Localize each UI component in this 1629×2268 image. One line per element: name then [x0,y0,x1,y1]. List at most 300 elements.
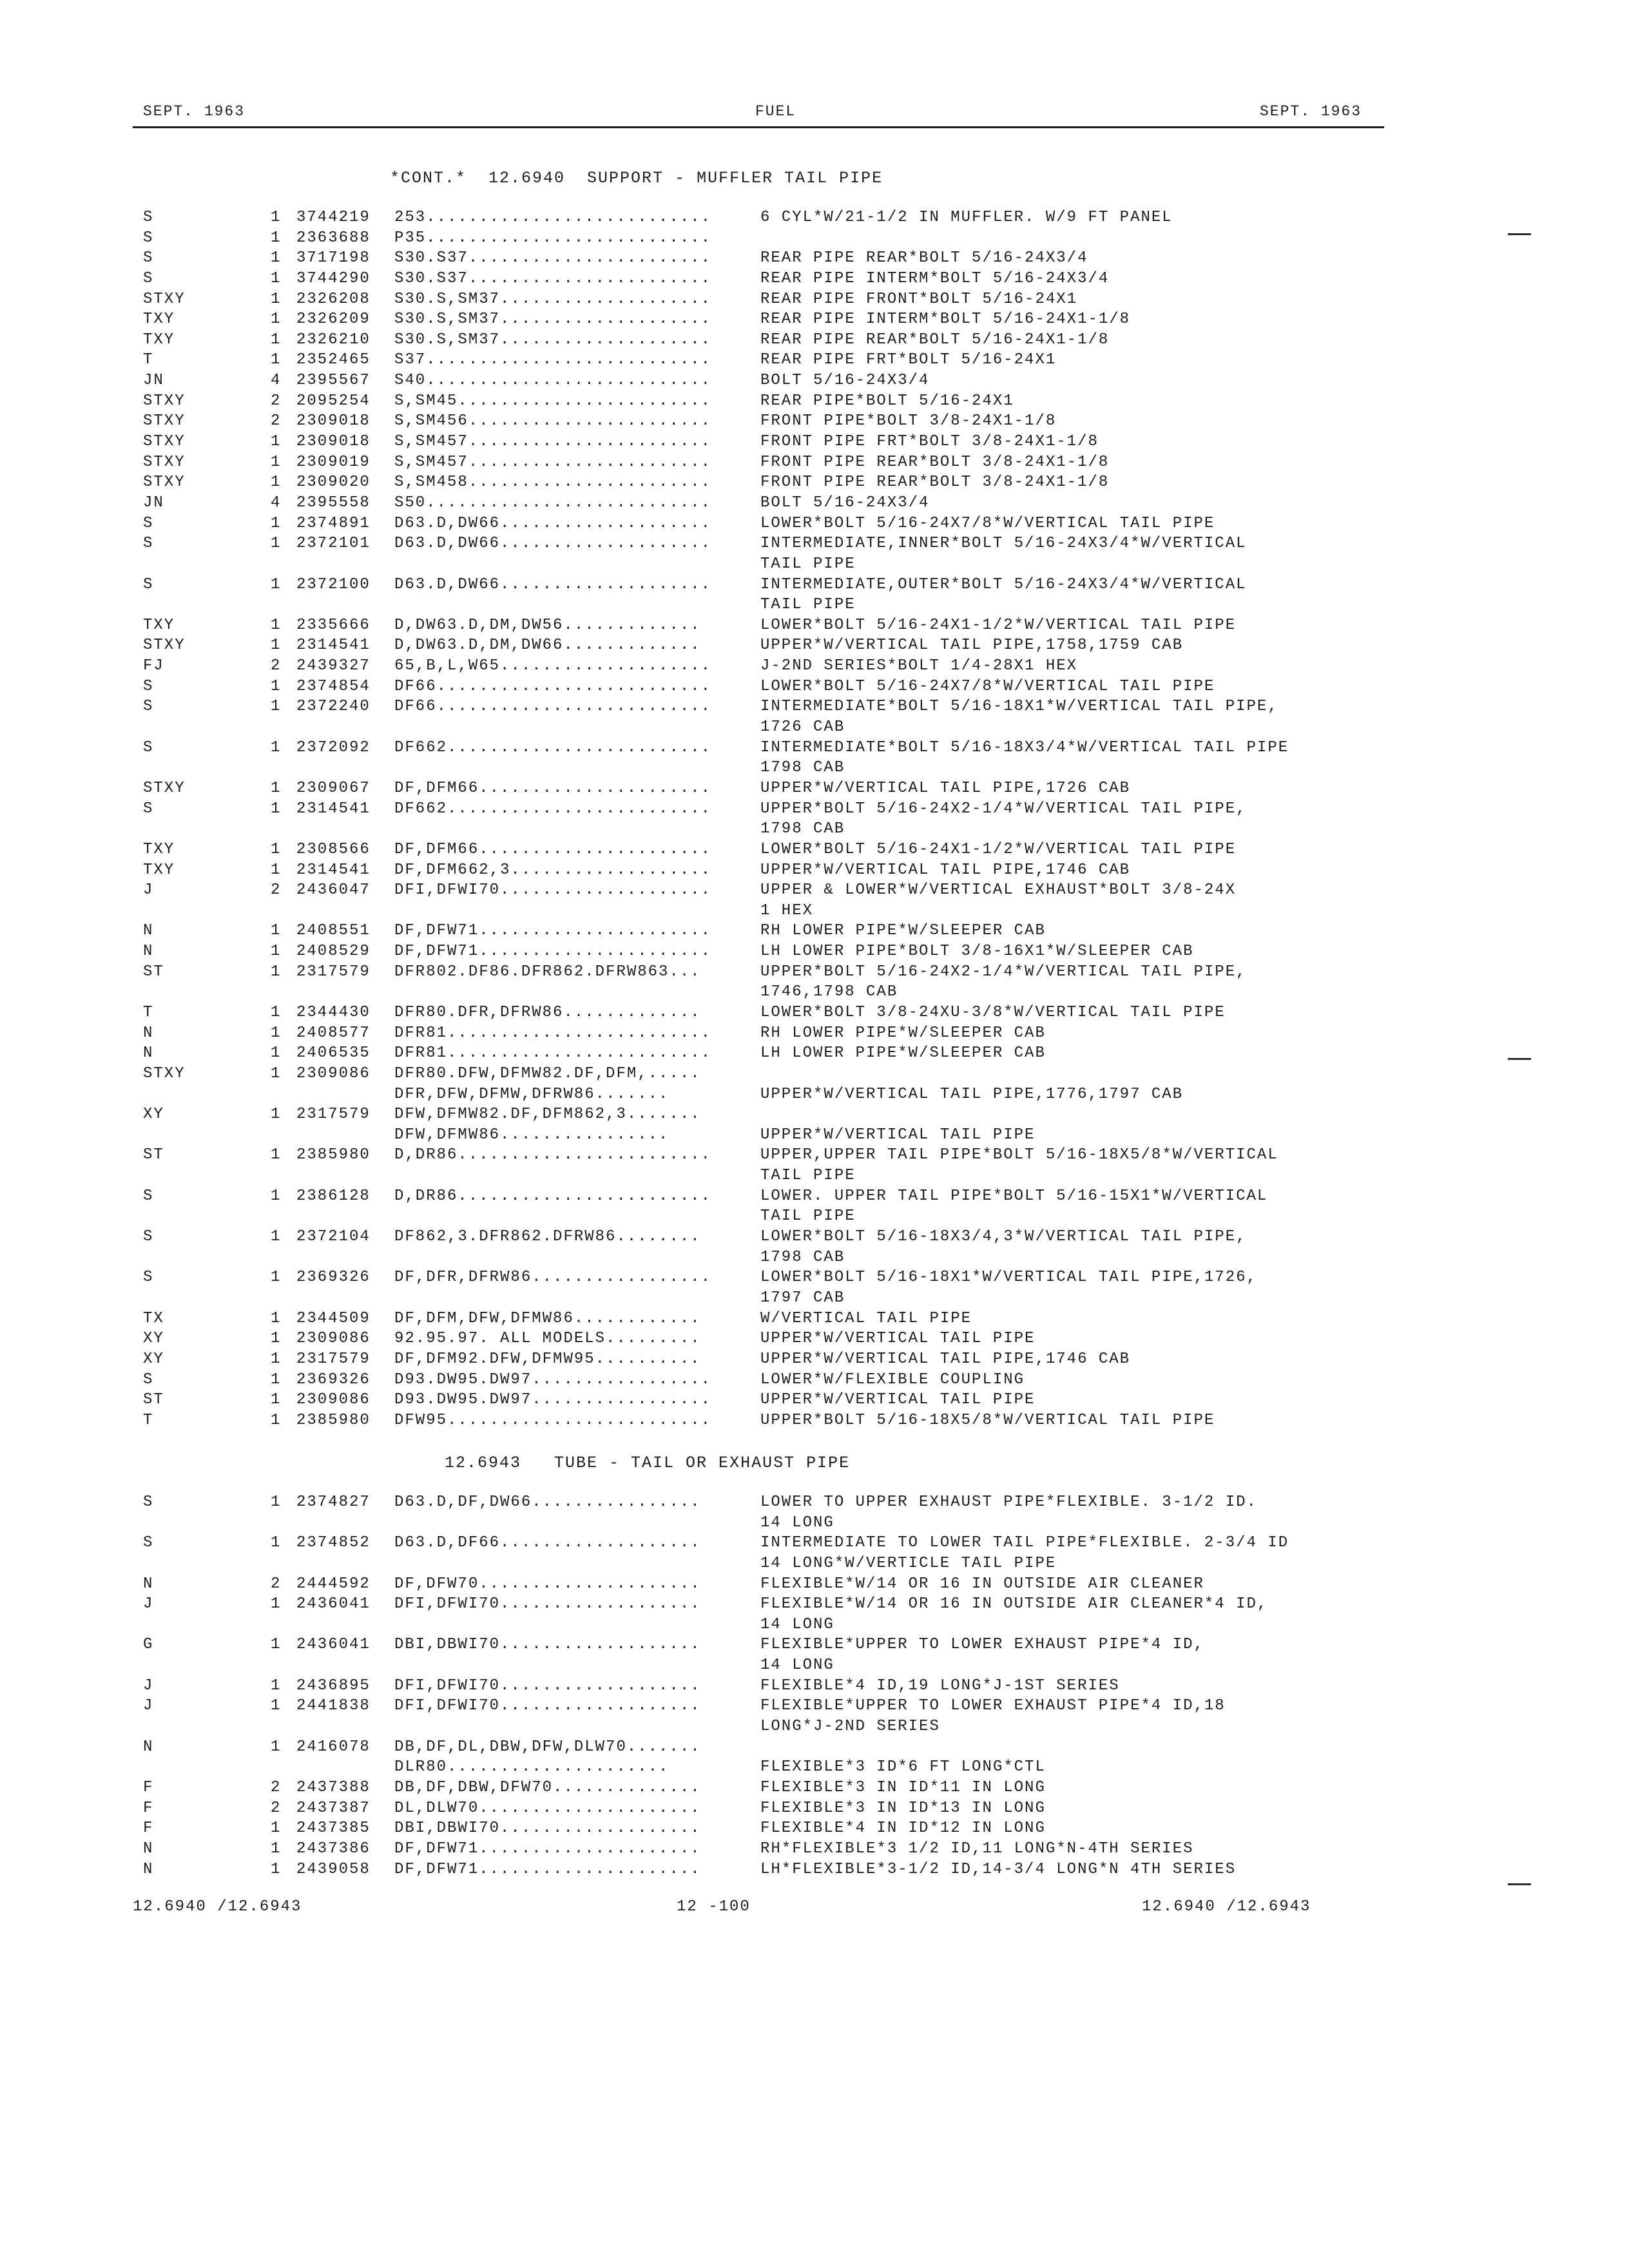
row-part-number: 2374852 [296,1534,371,1552]
row-quantity: 1 [271,1738,282,1756]
parts-row [0,1206,1629,1227]
row-part-number: 2369326 [296,1269,371,1287]
row-description: FRONT PIPE*BOLT 3/8-24X1-1/8 [760,412,1057,430]
row-description: FLEXIBLE*3 ID*6 FT LONG*CTL [760,1758,1046,1776]
row-quantity: 1 [271,514,282,532]
parts-row [0,514,1629,534]
parts-table-support-muffler [0,207,1629,1430]
section-title-tube-tail-pipe: 12.6943 TUBE - TAIL OR EXHAUST PIPE [445,1454,851,1472]
row-models: DFW,DFMW86................ [394,1126,670,1144]
row-description: BOLT 5/16-24X3/4 [760,494,930,512]
row-part-number: 2095254 [296,392,371,410]
row-models: 92.95.97. ALL MODELS......... [394,1330,701,1348]
row-part-number: 2369326 [296,1370,371,1389]
row-description: FLEXIBLE*3 IN ID*11 IN LONG [760,1778,1046,1796]
parts-row [0,615,1629,636]
row-models: S30.S37....................... [394,269,712,287]
parts-row [0,1778,1629,1798]
row-models: DF66.......................... [394,698,712,716]
row-part-number: 2436041 [296,1595,371,1613]
parts-row [0,228,1629,249]
row-code: STXY [143,412,186,430]
row-description: 1798 CAB [760,759,845,777]
parts-row [0,778,1629,799]
row-quantity: 1 [271,1064,282,1082]
row-description: LOWER*BOLT 5/16-24X7/8*W/VERTICAL TAIL PIPE [760,514,1215,532]
parts-row [0,1186,1629,1207]
row-part-number: 2326209 [296,311,371,329]
row-models: DFW95......................... [394,1411,712,1429]
parts-row [0,554,1629,575]
row-quantity: 1 [271,943,282,961]
row-models: D,DW63.D,DM,DW56............. [394,616,701,634]
parts-row [0,1798,1629,1819]
row-models: DF,DFW71...................... [394,943,712,961]
section-title-support-muffler: *CONT.* 12.6940 SUPPORT - MUFFLER TAIL PIPE [390,169,883,187]
row-part-number: 2314541 [296,637,371,655]
parts-row [0,1737,1629,1758]
row-quantity: 1 [271,474,282,492]
parts-row [0,1390,1629,1410]
row-code: N [143,943,154,961]
row-part-number: 2406535 [296,1044,371,1062]
row-code: S [143,800,154,818]
row-description: UPPER*W/VERTICAL TAIL PIPE,1746 CAB [760,1350,1131,1368]
row-description: J-2ND SERIES*BOLT 1/4-28X1 HEX [760,657,1078,675]
row-quantity: 1 [271,209,282,226]
row-quantity: 1 [271,1677,282,1695]
row-description: UPPER*W/VERTICAL TAIL PIPE [760,1391,1036,1409]
row-models: DF662......................... [394,800,712,818]
row-description: REAR PIPE FRT*BOLT 5/16-24X1 [760,351,1057,369]
row-description: TAIL PIPE [760,1167,856,1185]
row-description: FLEXIBLE*W/14 OR 16 IN OUTSIDE AIR CLEANER*4 ID, [760,1595,1268,1613]
row-quantity: 1 [271,1820,282,1838]
row-code: S [143,1370,154,1389]
parts-row [0,1553,1629,1574]
row-code: T [143,1411,154,1429]
row-quantity: 1 [271,1697,282,1715]
parts-row [0,1003,1629,1023]
row-part-number: 3744290 [296,269,371,287]
row-code: N [143,1860,154,1878]
row-code: F [143,1799,154,1817]
parts-row [0,370,1629,391]
row-models: S37........................... [394,351,712,369]
row-models: DFW,DFMW82.DF,DFM862,3....... [394,1106,701,1124]
row-description: REAR PIPE INTERM*BOLT 5/16-24X1-1/8 [760,311,1131,329]
row-code: S [143,269,154,287]
row-part-number: 2326208 [296,290,371,308]
row-description: 14 LONG [760,1657,834,1675]
margin-mark [1508,1883,1531,1885]
parts-row [0,1084,1629,1105]
row-models: DF,DFW71..................... [394,1860,701,1878]
row-description: 14 LONG*W/VERTICLE TAIL PIPE [760,1554,1057,1572]
parts-row [0,1574,1629,1595]
row-description: LH*FLEXIBLE*3-1/2 ID,14-3/4 LONG*N 4TH SERIES [760,1860,1237,1878]
row-models: DFR802.DF86.DFR862.DFRW863... [394,963,701,981]
parts-row [0,635,1629,656]
row-description: REAR PIPE REAR*BOLT 5/16-24X1-1/8 [760,331,1110,349]
row-quantity: 1 [271,249,282,267]
parts-row [0,962,1629,983]
row-models: S,SM456....................... [394,412,712,430]
row-code: S [143,677,154,695]
header-rule [133,126,1384,128]
row-description: FRONT PIPE FRT*BOLT 3/8-24X1-1/8 [760,433,1099,451]
row-quantity: 1 [271,637,282,655]
parts-row [0,575,1629,595]
row-description: INTERMEDIATE*BOLT 5/16-18X3/4*W/VERTICAL TAIL PIPE [760,738,1289,756]
row-models: S40........................... [394,372,712,390]
row-quantity: 1 [271,575,282,593]
row-part-number: 2352465 [296,351,371,369]
row-description: REAR PIPE INTERM*BOLT 5/16-24X3/4 [760,269,1110,287]
row-models: DL,DLW70..................... [394,1799,701,1817]
row-code: STXY [143,453,186,471]
parts-row [0,1064,1629,1084]
row-code: N [143,1575,154,1593]
parts-row [0,350,1629,370]
row-quantity: 1 [271,1350,282,1368]
row-code: J [143,1697,154,1715]
row-code: JN [143,372,164,390]
row-models: S50........................... [394,494,712,512]
row-description: UPPER*W/VERTICAL TAIL PIPE,1746 CAB [760,861,1131,879]
row-part-number: 2363688 [296,229,371,247]
row-description: FLEXIBLE*W/14 OR 16 IN OUTSIDE AIR CLEANER [760,1575,1204,1593]
row-part-number: 2317579 [296,963,371,981]
row-description: LOWER*BOLT 3/8-24XU-3/8*W/VERTICAL TAIL PIPE [760,1003,1226,1021]
row-models: D63.D,DW66.................... [394,575,712,593]
row-description: LOWER TO UPPER EXHAUST PIPE*FLEXIBLE. 3-1/2 ID. [760,1494,1257,1511]
row-description: LOWER*BOLT 5/16-24X7/8*W/VERTICAL TAIL PIPE [760,677,1215,695]
row-part-number: 2308566 [296,840,371,858]
row-part-number: 2437385 [296,1820,371,1838]
row-part-number: 2441838 [296,1697,371,1715]
parts-row [0,921,1629,941]
row-description: REAR PIPE REAR*BOLT 5/16-24X3/4 [760,249,1088,267]
row-code: S [143,1494,154,1511]
row-description: INTERMEDIATE TO LOWER TAIL PIPE*FLEXIBLE. 2-3/4 ID [760,1534,1289,1552]
header-section-title: FUEL [755,103,796,120]
row-part-number: 2372100 [296,575,371,593]
row-part-number: 2395558 [296,494,371,512]
row-part-number: 2408529 [296,943,371,961]
row-quantity: 1 [271,1044,282,1062]
parts-row [0,901,1629,921]
parts-row [0,289,1629,310]
row-quantity: 1 [271,1003,282,1021]
row-code: N [143,1024,154,1042]
row-part-number: 2439058 [296,1860,371,1878]
margin-mark [1508,233,1531,235]
row-part-number: 2374854 [296,677,371,695]
row-part-number: 2372104 [296,1228,371,1246]
row-models: DF,DFM66...................... [394,840,712,858]
parts-row [0,452,1629,473]
row-part-number: 3717198 [296,249,371,267]
row-quantity: 1 [271,535,282,553]
row-models: S30.S,SM37.................... [394,331,712,349]
footer-ref-right: 12.6940 /12.6943 [1142,1898,1311,1916]
row-code: STXY [143,474,186,492]
row-models: S30.S37....................... [394,249,712,267]
row-models: S30.S,SM37.................... [394,311,712,329]
parts-row [0,1860,1629,1880]
row-quantity: 2 [271,412,282,430]
row-models: S30.S,SM37.................... [394,290,712,308]
row-description: UPPER*W/VERTICAL TAIL PIPE [760,1330,1036,1348]
parts-row [0,758,1629,778]
row-code: TXY [143,311,175,329]
parts-row [0,248,1629,269]
row-description: 1 HEX [760,901,814,919]
parts-row [0,432,1629,452]
row-part-number: 2344430 [296,1003,371,1021]
parts-row [0,819,1629,840]
row-description: RH LOWER PIPE*W/SLEEPER CAB [760,922,1046,940]
row-quantity: 1 [271,1411,282,1429]
parts-row [0,1166,1629,1186]
parts-row [0,738,1629,758]
row-description: BOLT 5/16-24X3/4 [760,372,930,390]
header-date-right: SEPT. 1963 [1260,103,1362,120]
row-part-number: 2309019 [296,453,371,471]
row-description: 6 CYL*W/21-1/2 IN MUFFLER. W/9 FT PANEL [760,209,1173,226]
row-quantity: 2 [271,1799,282,1817]
row-quantity: 1 [271,963,282,981]
row-code: S [143,229,154,247]
row-part-number: 2408577 [296,1024,371,1042]
row-code: S [143,1269,154,1287]
row-models: S,SM457....................... [394,433,712,451]
row-code: N [143,1840,154,1858]
row-description: RH*FLEXIBLE*3 1/2 ID,11 LONG*N-4TH SERIES [760,1840,1194,1858]
row-models: DF,DFM66...................... [394,779,712,797]
row-description: LH LOWER PIPE*W/SLEEPER CAB [760,1044,1046,1062]
row-quantity: 1 [271,922,282,940]
row-models: DF,DFM92.DFW,DFMW95.......... [394,1350,701,1368]
row-description: 14 LONG [760,1615,834,1633]
parts-row [0,677,1629,697]
row-quantity: 1 [271,1106,282,1124]
row-quantity: 1 [271,861,282,879]
row-code: S [143,1228,154,1246]
row-code: TXY [143,616,175,634]
row-models: S,SM457....................... [394,453,712,471]
row-part-number: 2436047 [296,881,371,899]
parts-row [0,1635,1629,1655]
row-code: T [143,351,154,369]
row-part-number: 2374827 [296,1494,371,1511]
row-description: RH LOWER PIPE*W/SLEEPER CAB [760,1024,1046,1042]
row-code: N [143,922,154,940]
row-part-number: 2309067 [296,779,371,797]
row-code: ST [143,1146,164,1164]
row-part-number: 2408551 [296,922,371,940]
row-code: T [143,1003,154,1021]
footer-ref-left: 12.6940 /12.6943 [133,1898,302,1916]
row-quantity: 1 [271,1494,282,1511]
row-quantity: 1 [271,1840,282,1858]
parts-row [0,1125,1629,1146]
row-code: J [143,1595,154,1613]
row-part-number: 2437386 [296,1840,371,1858]
row-models: D,DR86........................ [394,1146,712,1164]
row-description: FLEXIBLE*UPPER TO LOWER EXHAUST PIPE*4 ID, [760,1636,1204,1654]
row-description: TAIL PIPE [760,1207,856,1225]
row-models: DF,DFR,DFRW86................. [394,1269,712,1287]
parts-row [0,1839,1629,1860]
row-code: J [143,1677,154,1695]
row-code: ST [143,1391,164,1409]
parts-row [0,1145,1629,1166]
parts-row [0,1615,1629,1635]
row-code: S [143,209,154,226]
parts-row [0,1043,1629,1064]
row-part-number: 2374891 [296,514,371,532]
row-part-number: 2436895 [296,1677,371,1695]
row-quantity: 1 [271,1860,282,1878]
parts-row [0,982,1629,1003]
row-models: DB,DF,DL,DBW,DFW,DLW70....... [394,1738,701,1756]
row-part-number: 2314541 [296,861,371,879]
parts-row [0,493,1629,514]
parts-row [0,1818,1629,1839]
row-quantity: 1 [271,1309,282,1327]
row-description: FRONT PIPE REAR*BOLT 3/8-24X1-1/8 [760,474,1110,492]
row-code: S [143,738,154,756]
parts-row [0,1696,1629,1716]
row-code: N [143,1044,154,1062]
row-quantity: 1 [271,840,282,858]
header-date-left: SEPT. 1963 [143,103,246,120]
row-description: FLEXIBLE*UPPER TO LOWER EXHAUST PIPE*4 ID,18 [760,1697,1226,1715]
row-models: 65,B,L,W65.................... [394,657,712,675]
parts-row [0,309,1629,330]
row-models: DF,DFM662,3................... [394,861,712,879]
row-quantity: 1 [271,677,282,695]
row-quantity: 1 [271,453,282,471]
row-part-number: 2309086 [296,1391,371,1409]
parts-row [0,207,1629,228]
row-quantity: 1 [271,738,282,756]
row-models: D63.D,DW66.................... [394,514,712,532]
row-models: D93.DW95.DW97................. [394,1370,712,1389]
row-description: 1746,1798 CAB [760,983,898,1001]
row-quantity: 1 [271,1636,282,1654]
row-quantity: 1 [271,1534,282,1552]
row-quantity: 1 [271,1146,282,1164]
row-code: JN [143,494,164,512]
row-description: REAR PIPE FRONT*BOLT 5/16-24X1 [760,290,1078,308]
row-part-number: 2439327 [296,657,371,675]
row-models: DFR80.DFR,DFRW86............. [394,1003,701,1021]
row-quantity: 2 [271,1575,282,1593]
row-code: S [143,249,154,267]
row-part-number: 2314541 [296,800,371,818]
row-code: FJ [143,657,164,675]
row-description: 1798 CAB [760,1248,845,1266]
parts-row [0,717,1629,738]
row-models: DF66.......................... [394,677,712,695]
row-quantity: 2 [271,392,282,410]
row-description: LH LOWER PIPE*BOLT 3/8-16X1*W/SLEEPER CAB [760,943,1194,961]
row-models: DFR81......................... [394,1044,712,1062]
parts-row [0,1227,1629,1247]
row-part-number: 2437387 [296,1799,371,1817]
row-quantity: 1 [271,779,282,797]
row-description: UPPER*BOLT 5/16-24X2-1/4*W/VERTICAL TAIL PIPE, [760,800,1247,818]
row-quantity: 1 [271,290,282,308]
row-description: 1797 CAB [760,1289,845,1307]
row-code: S [143,698,154,716]
parts-row [0,1349,1629,1370]
row-models: DFR81......................... [394,1024,712,1042]
row-code: STXY [143,392,186,410]
row-description: UPPER,UPPER TAIL PIPE*BOLT 5/16-18X5/8*W/VERTICAL [760,1146,1278,1164]
row-models: DF662......................... [394,738,712,756]
row-models: DLR80..................... [394,1758,670,1776]
row-quantity: 1 [271,1391,282,1409]
parts-row [0,1309,1629,1329]
row-part-number: 2385980 [296,1411,371,1429]
row-code: STXY [143,433,186,451]
row-part-number: 2437388 [296,1778,371,1796]
row-models: DFI,DFWI70.................... [394,881,712,899]
row-code: S [143,575,154,593]
row-code: STXY [143,290,186,308]
row-part-number: 2309086 [296,1330,371,1348]
row-code: S [143,1187,154,1205]
parts-row [0,1267,1629,1288]
row-description: W/VERTICAL TAIL PIPE [760,1309,972,1327]
margin-mark [1508,1058,1531,1060]
row-models: S,SM458....................... [394,474,712,492]
row-models: P35........................... [394,229,712,247]
parts-row [0,1410,1629,1431]
row-part-number: 2372240 [296,698,371,716]
row-quantity: 2 [271,881,282,899]
row-part-number: 2317579 [296,1106,371,1124]
row-quantity: 1 [271,1595,282,1613]
row-part-number: 2386128 [296,1187,371,1205]
parts-row [0,656,1629,677]
parts-table-tube-tail-pipe [0,1492,1629,1879]
row-code: XY [143,1350,164,1368]
parts-row [0,1533,1629,1553]
row-models: D63.D,DW66.................... [394,535,712,553]
row-part-number: 3744219 [296,209,371,226]
row-models: D63.D,DF,DW66................ [394,1494,701,1511]
row-quantity: 1 [271,1370,282,1389]
parts-row [0,799,1629,820]
parts-row [0,1492,1629,1513]
parts-row [0,880,1629,901]
row-quantity: 1 [271,1228,282,1246]
row-description: LOWER*BOLT 5/16-24X1-1/2*W/VERTICAL TAIL PIPE [760,840,1237,858]
parts-row [0,840,1629,860]
row-code: TXY [143,840,175,858]
row-description: LOWER. UPPER TAIL PIPE*BOLT 5/16-15X1*W/VERTICAL [760,1187,1268,1205]
row-code: S [143,514,154,532]
row-description: UPPER & LOWER*W/VERTICAL EXHAUST*BOLT 3/8-24X [760,881,1237,899]
row-code: XY [143,1106,164,1124]
row-models: DB,DF,DBW,DFW70.............. [394,1778,701,1796]
parts-row [0,941,1629,962]
